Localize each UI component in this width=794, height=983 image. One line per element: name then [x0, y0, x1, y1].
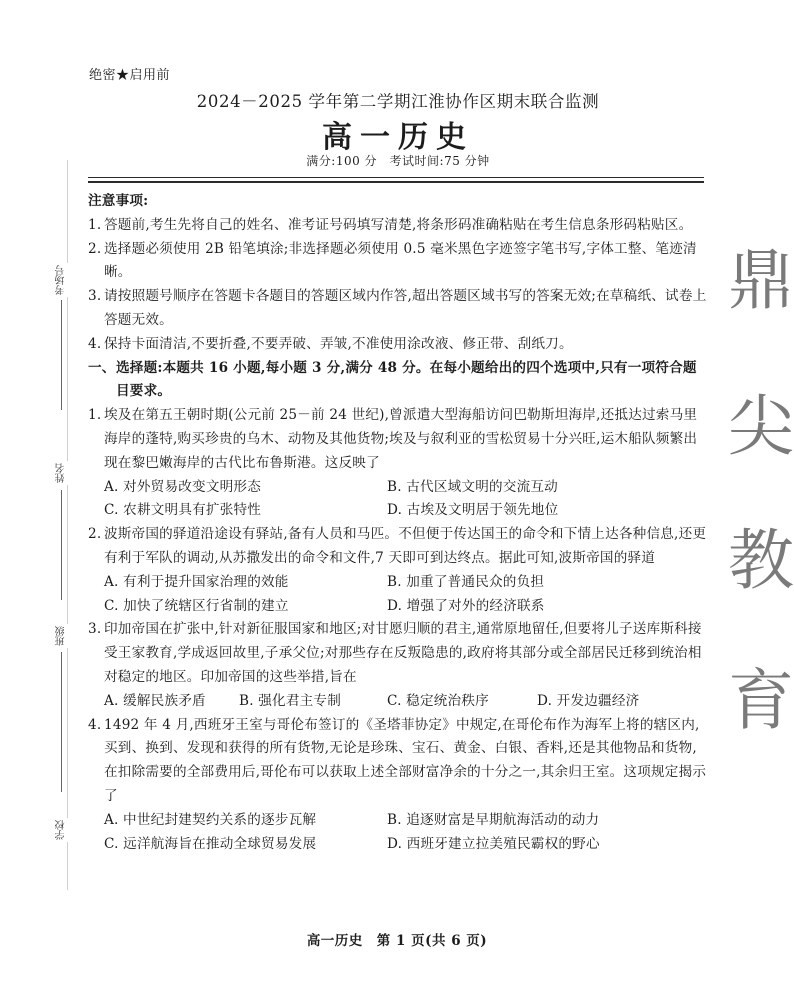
confidential-label: 绝密★启用前 [89, 68, 171, 83]
question-options [88, 476, 710, 524]
section-text: 选择题:本题共 16 小题,每小题 3 分,满分 48 分。在每小题给出的四个选项中,只有一项符合题目要求。 [116, 359, 697, 400]
question-text: 印加帝国在扩张中,针对新征服国家和地区;对甘愿归顺的君主,通常原地留任,但要将儿子送库斯科接受王家教育,学成返回故里,子承父位;对那些存在反叛隐患的,政府将其部分或全部居民迁移到统治相对稳定的地区。印加帝国的这些举措,旨在 [104, 621, 702, 685]
question-text: 埃及在第五王朝时期(公元前 25－前 24 世纪),曾派遣大型海船访问巴勒斯坦海岸,还抵达过索马里海岸的蓬特,购买珍贵的乌木、动物及其他货物;埃及与叙利亚的雪松贸易十分兴旺,运木船队频繁出现在黎巴嫩海岸的古代比布鲁斯港。这反映了 [104, 407, 698, 471]
notice-item [88, 285, 710, 333]
question-number: 3. [88, 621, 102, 638]
page-footer: 高一历史 第 1 页(共 6 页) [306, 933, 488, 949]
name-label: 姓名 [56, 463, 67, 483]
exam-room-blank [61, 300, 62, 410]
question-stem [88, 523, 710, 571]
option-c[interactable]: C. 农耕文明具有扩张特性 [104, 502, 262, 519]
question-number: 4. [88, 716, 102, 733]
notice-item-text: 答题前,考生先将自己的姓名、准考证号码填写清楚,将条形码准确粘贴在考生信息条形码粘贴区。 [104, 216, 693, 233]
question-stem [88, 714, 710, 809]
option-a[interactable]: A. 中世纪封建契约关系的逐步瓦解 [104, 811, 317, 828]
notice-item-number: 4. [88, 335, 102, 352]
question-number: 1. [88, 407, 102, 424]
option-b[interactable]: B. 强化君主专制 [239, 692, 341, 709]
question-number: 2. [88, 526, 102, 543]
question-options [88, 809, 710, 857]
class-blank [61, 652, 62, 792]
option-d[interactable]: D. 西班牙建立拉美殖民霸权的野心 [387, 835, 600, 852]
section-heading [88, 357, 710, 405]
notice-item [88, 214, 710, 238]
option-d[interactable]: D. 古埃及文明居于领先地位 [387, 502, 559, 519]
notice-item-number: 2. [88, 240, 102, 257]
option-c[interactable]: C. 远洋航海旨在推动全球贸易发展 [104, 835, 317, 852]
notice-item-number: 1. [88, 216, 102, 233]
question-options [88, 571, 710, 619]
notice-item-text: 选择题必须使用 2B 铅笔填涂;非选择题必须使用 0.5 毫米黑色字迹签字笔书写,字体工整、笔迹清晰。 [104, 240, 697, 281]
question-text: 波斯帝国的驿道沿途设有驿站,备有人员和马匹。不但便于传达国王的命令和下情上达各种信息,还更有利于军队的调动,从苏撒发出的命令和文件,7 天即可到达终点。据此可知,波斯帝国的驿道 [104, 526, 707, 566]
header-rule-top [88, 177, 704, 178]
watermark-char: 教 [728, 522, 794, 599]
notice-title: 注意事项: [88, 193, 149, 209]
section-number: 一、 [88, 359, 116, 376]
name-blank [61, 490, 62, 600]
option-b[interactable]: B. 加重了普通民众的负担 [387, 573, 545, 590]
option-c[interactable]: C. 加快了统辖区行省制的建立 [104, 597, 289, 614]
watermark-char: 育 [728, 662, 794, 739]
school-label: 学校 [56, 820, 67, 840]
option-d[interactable]: D. 增强了对外的经济联系 [387, 597, 545, 614]
subject-title: 高一历史 [322, 120, 474, 155]
notice-item-text: 请按照题号顺序在答题卡各题目的答题区域内作答,超出答题区域书写的答案无效;在草稿纸、试卷上答题无效。 [104, 288, 707, 328]
question-options [88, 690, 710, 714]
option-d[interactable]: D. 开发边疆经济 [537, 692, 640, 709]
notice-item-number: 3. [88, 288, 102, 305]
question-stem [88, 618, 710, 689]
option-b[interactable]: B. 古代区域文明的交流互动 [387, 478, 558, 495]
option-a[interactable]: A. 有利于提升国家治理的效能 [104, 573, 289, 590]
notice-item [88, 333, 710, 357]
notice-item-text: 保持卡面清洁,不要折叠,不要弄破、弄皱,不准使用涂改液、修正带、刮纸刀。 [104, 335, 573, 352]
option-b[interactable]: B. 追逐财富是早期航海活动的动力 [387, 811, 600, 828]
watermark-char: 鼎 [728, 242, 794, 319]
question-text: 1492 年 4 月,西班牙王室与哥伦布签订的《圣塔菲协定》中规定,在哥伦布作为海军上将的辖区内,买到、换到、发现和获得的所有货物,无论是珍珠、宝石、黄金、白银、香料,还是其他物品和货物,在扣除需要的全部费用后,哥伦布可以获取上述全部财富净余的十分之一,其余归王室。这项规定揭示了 [104, 716, 707, 804]
option-c[interactable]: C. 稳定统治秩序 [387, 692, 489, 709]
class-label: 班级 [56, 626, 67, 646]
header-rule-bottom [88, 181, 704, 183]
exam-content [88, 190, 710, 856]
notice-item [88, 238, 710, 286]
question-stem [88, 404, 710, 475]
option-a[interactable]: A. 缓解民族矛盾 [104, 692, 206, 709]
score-info: 满分:100 分 考试时间:75 分钟 [306, 154, 490, 168]
option-a[interactable]: A. 对外贸易改变文明形态 [104, 478, 261, 495]
watermark-char: 尖 [728, 388, 794, 465]
exam-room-label: 考场号 [56, 265, 67, 295]
exam-title: 2024－2025 学年第二学期江淮协作区期末联合监测 [196, 92, 600, 111]
